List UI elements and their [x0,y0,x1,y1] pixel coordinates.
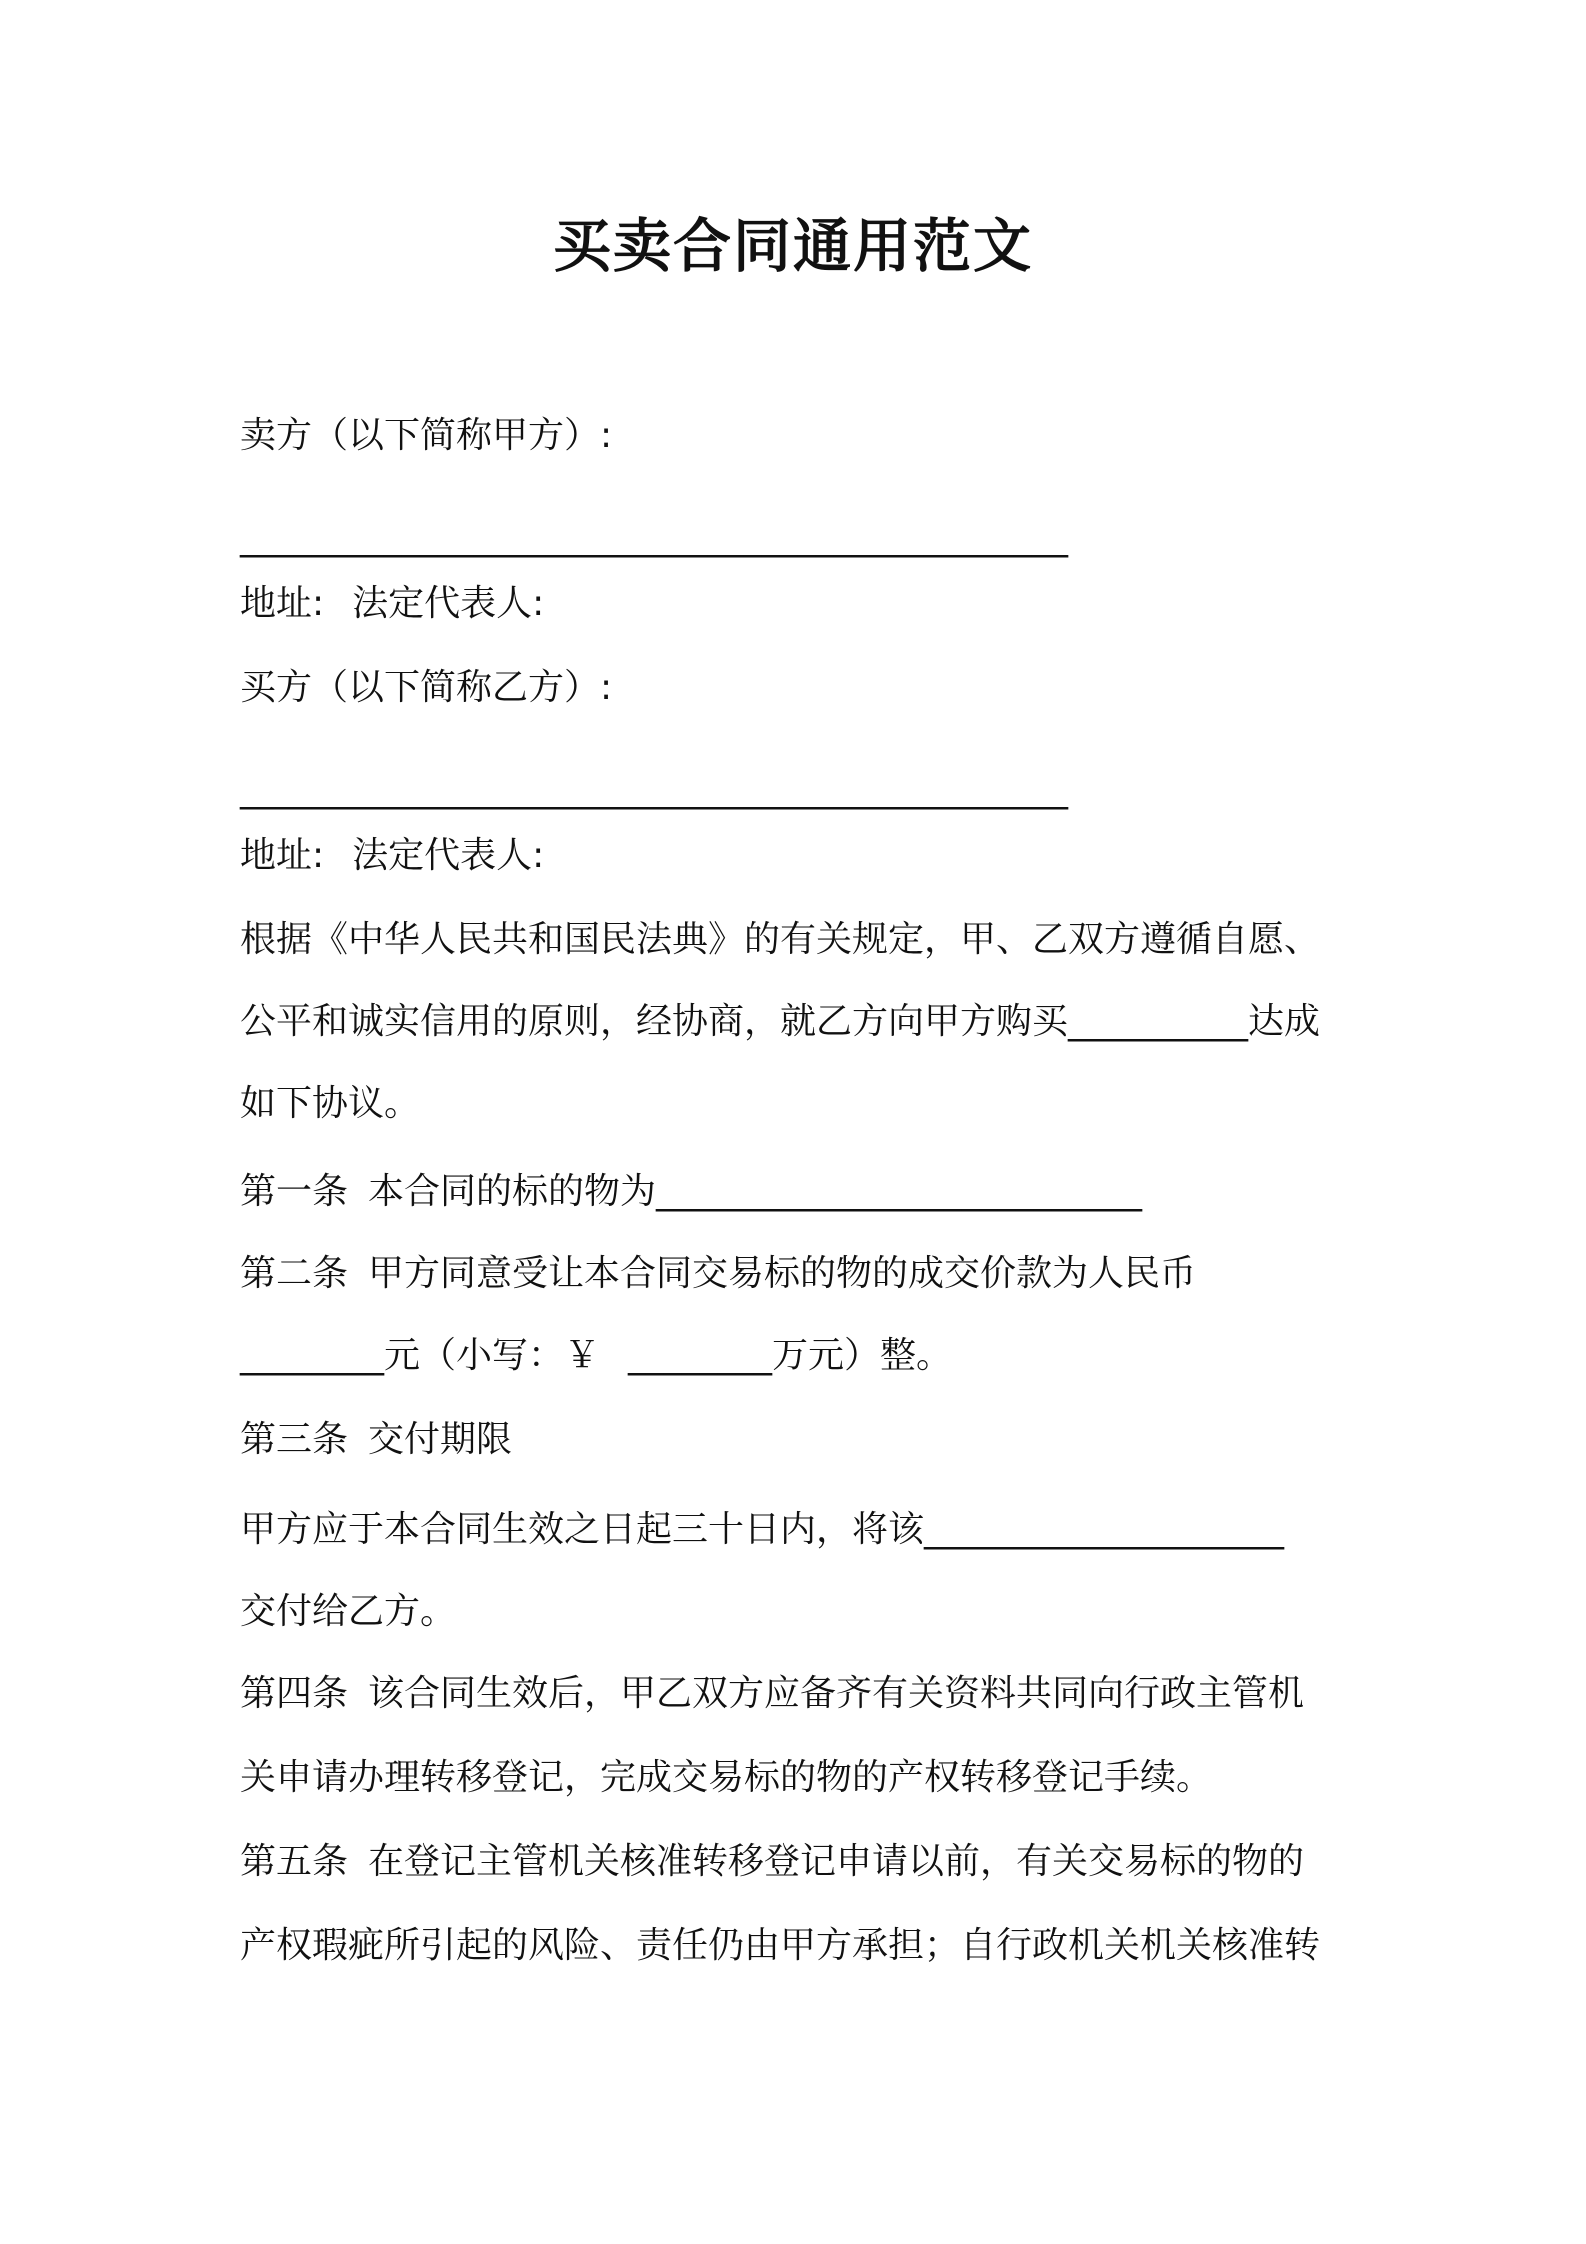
preamble-line-2: 公平和诚实信用的原则，经协商，就乙方向甲方购买__________达成 [240,1001,1321,1042]
article-2 [240,1248,1380,1300]
article-3-number: 第三条 [240,1419,349,1460]
buyer-address-label: 地址: [240,835,325,876]
article-3 [240,1414,1380,1466]
buyer-rep-label: 法定代表人: [352,835,545,876]
article-4-text: 该合同生效后，甲乙双方应备齐有关资料共同向行政主管机 [368,1673,1305,1714]
article-1-text: 本合同的标的物为___________________________ [368,1171,1143,1212]
seller-rep-label: 法定代表人: [352,583,545,624]
article-2-amount-line [240,1330,1380,1382]
article-2-amount-wan: ________万元）整。 [628,1335,953,1376]
article-2-number: 第二条 [240,1253,349,1294]
article-3-body-line-1: 甲方应于本合同生效之日起三十日内，将该____________________ [240,1509,1285,1550]
article-1-number: 第一条 [240,1171,349,1212]
article-2-text: 甲方同意受让本合同交易标的物的成交价款为人民币 [368,1253,1197,1294]
buyer-label: 买方（以下简称乙方）: [240,667,613,708]
article-5-text: 在登记主管机关核准转移登记申请以前，有关交易标的物的 [368,1841,1305,1882]
article-4-number: 第四条 [240,1673,349,1714]
seller-address-line [240,578,1380,630]
article-5 [240,1836,1380,1888]
article-5-number: 第五条 [240,1841,349,1882]
article-4-line-2: 关申请办理转移登记，完成交易标的物的产权转移登记手续。 [240,1757,1213,1798]
seller-address-label: 地址: [240,583,325,624]
article-3-body-line-2: 交付给乙方。 [240,1591,457,1632]
seller-label: 卖方（以下简称甲方）: [240,415,613,456]
preamble-line-1: 根据《中华人民共和国民法典》的有关规定，甲、乙双方遵循自愿、 [240,919,1321,960]
buyer-blank-line: ______________________________________________ [240,769,1068,810]
article-3-text: 交付期限 [368,1419,513,1460]
article-2-amount-yuan: ________元（小写：￥ [240,1335,601,1376]
preamble-line-3: 如下协议。 [240,1083,421,1124]
document-title: 买卖合同通用范文 [552,212,1033,280]
article-5-line-2: 产权瑕疵所引起的风险、责任仍由甲方承担；自行政机关机关核准转 [240,1925,1321,1966]
article-1 [240,1166,1380,1218]
seller-blank-line: ______________________________________________ [240,517,1068,558]
buyer-address-line [240,830,1380,882]
article-4 [240,1668,1380,1720]
